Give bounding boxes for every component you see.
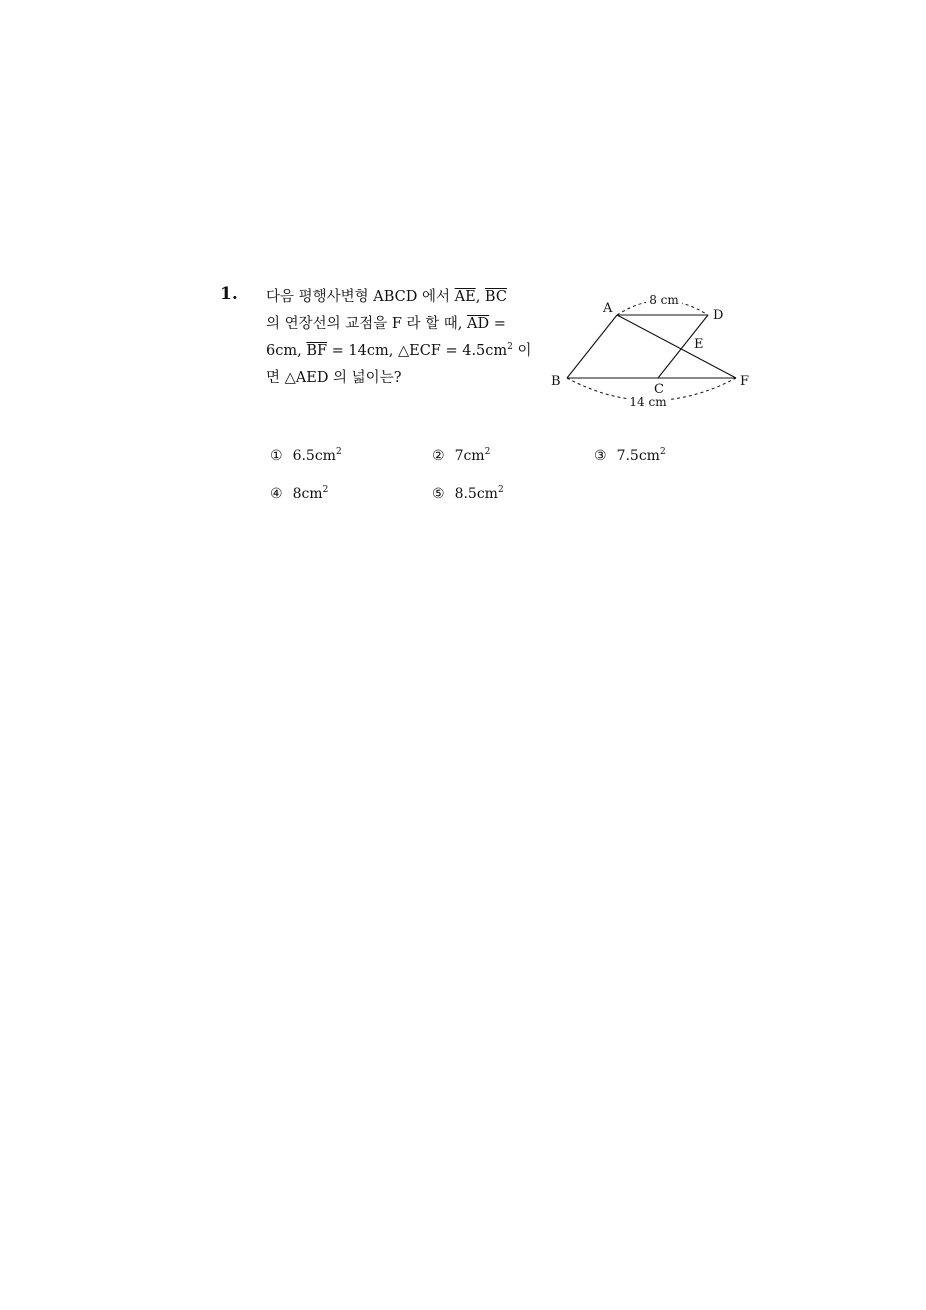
question-text: [266, 284, 530, 392]
choice-exponent: 2: [659, 447, 666, 457]
segment-ad: $\overline{AD}$: [467, 316, 490, 332]
line-af: [617, 315, 736, 378]
choice-mark: ②: [432, 448, 445, 464]
question-number: 1.: [220, 284, 238, 304]
choice-value: 7cm: [454, 448, 485, 464]
choice-exponent: 2: [322, 485, 329, 495]
question-line-1-text: 다음 평행사변형 ABCD 에서: [266, 289, 455, 305]
choice-exponent: 2: [335, 447, 342, 457]
choice-exponent: 2: [497, 485, 504, 495]
question-line-3-text-a: 6cm,: [266, 343, 307, 359]
choice-2[interactable]: [432, 448, 490, 464]
question-line-3-text-c: 이: [512, 343, 532, 359]
choice-exponent: 2: [484, 447, 491, 457]
choice-5[interactable]: [432, 486, 504, 502]
vertex-label-c: C: [654, 382, 664, 397]
choice-4[interactable]: [270, 486, 328, 502]
choice-mark: ③: [594, 448, 607, 464]
choice-mark: ④: [270, 486, 283, 502]
question-line-4: 면 △AED 의 넓이는?: [266, 370, 402, 386]
exponent: 2: [507, 342, 513, 352]
vertex-label-a: A: [603, 301, 613, 316]
vertex-label-e: E: [694, 337, 704, 352]
vertex-label-d: D: [713, 308, 724, 323]
choice-1[interactable]: [270, 448, 342, 464]
vertex-label-b: B: [551, 374, 561, 389]
side-ab: [567, 315, 617, 378]
vertex-label-f: F: [740, 374, 750, 389]
separator: ,: [475, 289, 485, 305]
top-dimension-label: 8 cm: [649, 293, 679, 307]
segment-bc: $\overline{BC}$: [484, 289, 507, 305]
choice-value: 7.5cm: [616, 448, 660, 464]
bottom-dimension-label: 14 cm: [629, 395, 667, 409]
parallelogram-figure: [540, 288, 760, 418]
choice-value: 8.5cm: [454, 486, 498, 502]
segment-bf: $\overline{BF}$: [306, 343, 328, 359]
choice-mark: ①: [270, 448, 283, 464]
choice-value: 8cm: [292, 486, 323, 502]
segment-ae: $\overline{AE}$: [454, 289, 476, 305]
question-line-1: [266, 284, 530, 311]
question-line-3: [266, 338, 530, 365]
choice-3[interactable]: [594, 448, 666, 464]
question-line-3-text-b: = 14cm, △ECF = 4.5cm: [327, 343, 508, 359]
choice-value: 6.5cm: [292, 448, 336, 464]
equals-sign: =: [489, 316, 506, 332]
question-line-2: [266, 311, 530, 338]
question-line-2-text: 의 연장선의 교점을 F 라 할 때,: [266, 316, 468, 332]
choice-mark: ⑤: [432, 486, 445, 502]
